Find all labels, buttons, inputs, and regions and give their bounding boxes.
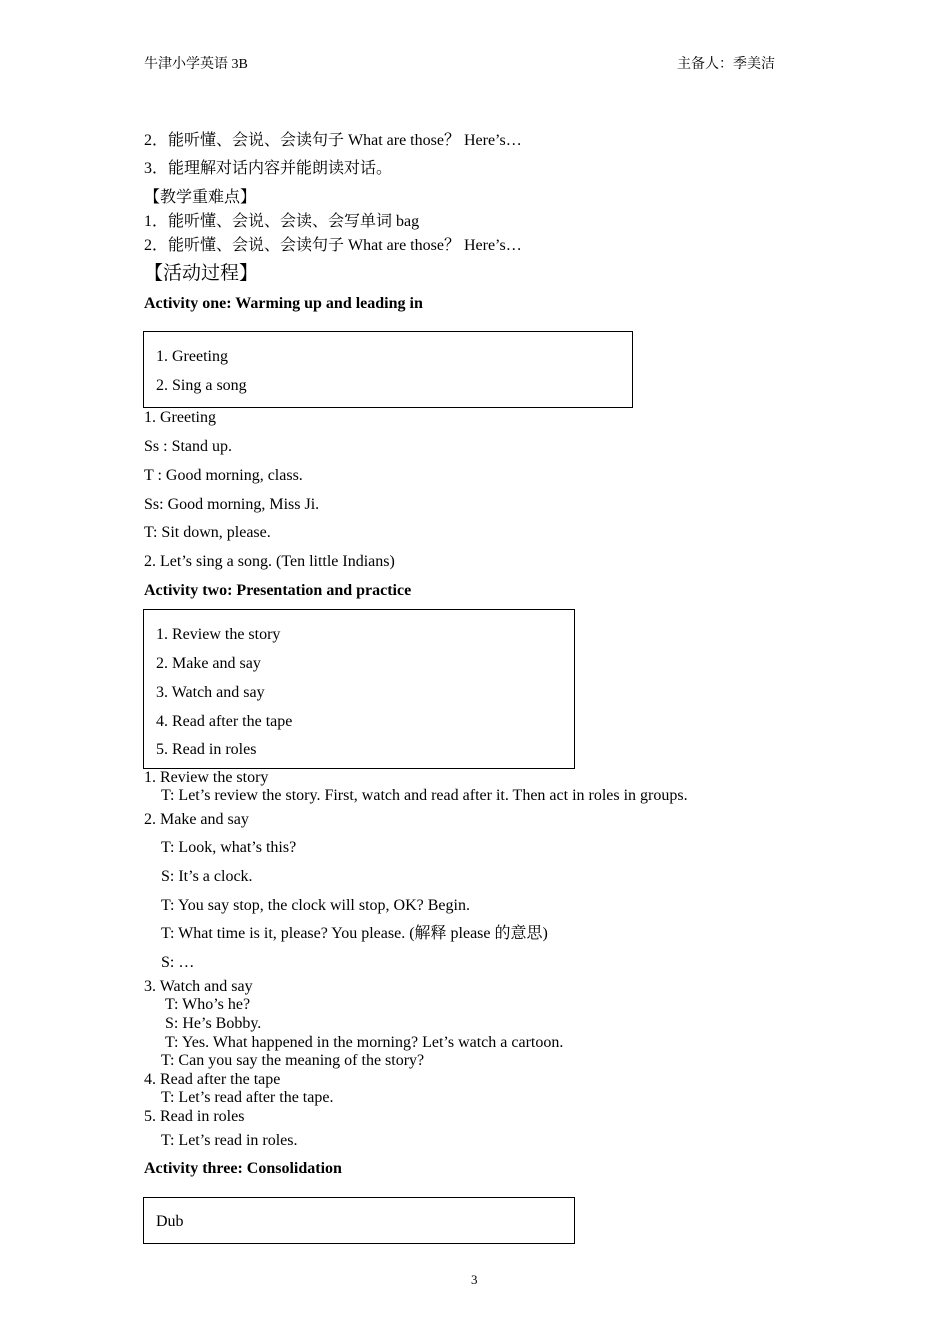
activity-one-line: Ss : Stand up. xyxy=(144,438,233,455)
watch-line: T: Can you say the meaning of the story? xyxy=(161,1052,425,1069)
make-title: 2. Make and say xyxy=(144,811,249,828)
key-point-item-2: 2．能听懂、会说、会读句子 What are those？ Here’s… xyxy=(144,237,522,254)
review-line: T: Let’s review the story. First, watch and read after it. Then act in roles in groups. xyxy=(161,787,688,804)
tape-line: T: Let’s read after the tape. xyxy=(161,1089,334,1106)
review-title: 1. Review the story xyxy=(144,769,269,786)
key-points-title: 【教学重难点】 xyxy=(144,189,257,206)
activity-three-title: Activity three: Consolidation xyxy=(144,1160,342,1177)
activity-two-box-item: 4. Read after the tape xyxy=(156,713,293,730)
activity-one-line: T : Good morning, class. xyxy=(144,467,303,484)
objective-item-3: 3．能理解对话内容并能朗读对话。 xyxy=(144,160,393,177)
make-line: S: It’s a clock. xyxy=(161,868,253,885)
make-line: T: What time is it, please? You please. (解释 please 的意思) xyxy=(161,925,548,942)
activity-two-box-item: 3. Watch and say xyxy=(156,684,265,701)
roles-line: T: Let’s read in roles. xyxy=(161,1132,298,1149)
watch-title: 3. Watch and say xyxy=(144,978,253,995)
activity-two-box-item: 5. Read in roles xyxy=(156,741,257,758)
page-number: 3 xyxy=(471,1272,478,1287)
activity-one-box xyxy=(143,331,633,408)
watch-line: S: He’s Bobby. xyxy=(165,1015,262,1032)
activity-one-line: 1. Greeting xyxy=(144,409,216,426)
activity-one-title: Activity one: Warming up and leading in xyxy=(144,295,423,312)
process-title: 【活动过程】 xyxy=(144,263,259,284)
activity-two-box-item: 2. Make and say xyxy=(156,655,261,672)
activity-three-box xyxy=(143,1197,575,1244)
make-line: T: Look, what’s this? xyxy=(161,839,297,856)
activity-two-box xyxy=(143,609,575,769)
watch-line: T: Who’s he? xyxy=(165,996,251,1013)
roles-title: 5. Read in roles xyxy=(144,1108,245,1125)
objective-item-2: 2．能听懂、会说、会读句子 What are those？ Here’s… xyxy=(144,132,522,149)
activity-one-box-item: 2. Sing a song xyxy=(156,377,247,394)
activity-one-line: T: Sit down, please. xyxy=(144,524,271,541)
activity-one-line: Ss: Good morning, Miss Ji. xyxy=(144,496,320,513)
activity-three-box-item: Dub xyxy=(156,1213,184,1230)
tape-title: 4. Read after the tape xyxy=(144,1071,281,1088)
make-line: S: … xyxy=(161,954,195,971)
watch-line: T: Yes. What happened in the morning? Let’s watch a cartoon. xyxy=(165,1034,564,1051)
header-right: 主备人：季美洁 xyxy=(677,57,775,72)
header-left: 牛津小学英语 3B xyxy=(144,57,248,72)
key-point-item-1: 1．能听懂、会说、会读、会写单词 bag xyxy=(144,213,420,230)
activity-two-title: Activity two: Presentation and practice xyxy=(144,582,412,599)
activity-one-line: 2. Let’s sing a song. (Ten little Indians) xyxy=(144,553,395,570)
activity-one-box-item: 1. Greeting xyxy=(156,348,228,365)
activity-two-box-item: 1. Review the story xyxy=(156,626,281,643)
make-line: T: You say stop, the clock will stop, OK? Begin. xyxy=(161,897,470,914)
